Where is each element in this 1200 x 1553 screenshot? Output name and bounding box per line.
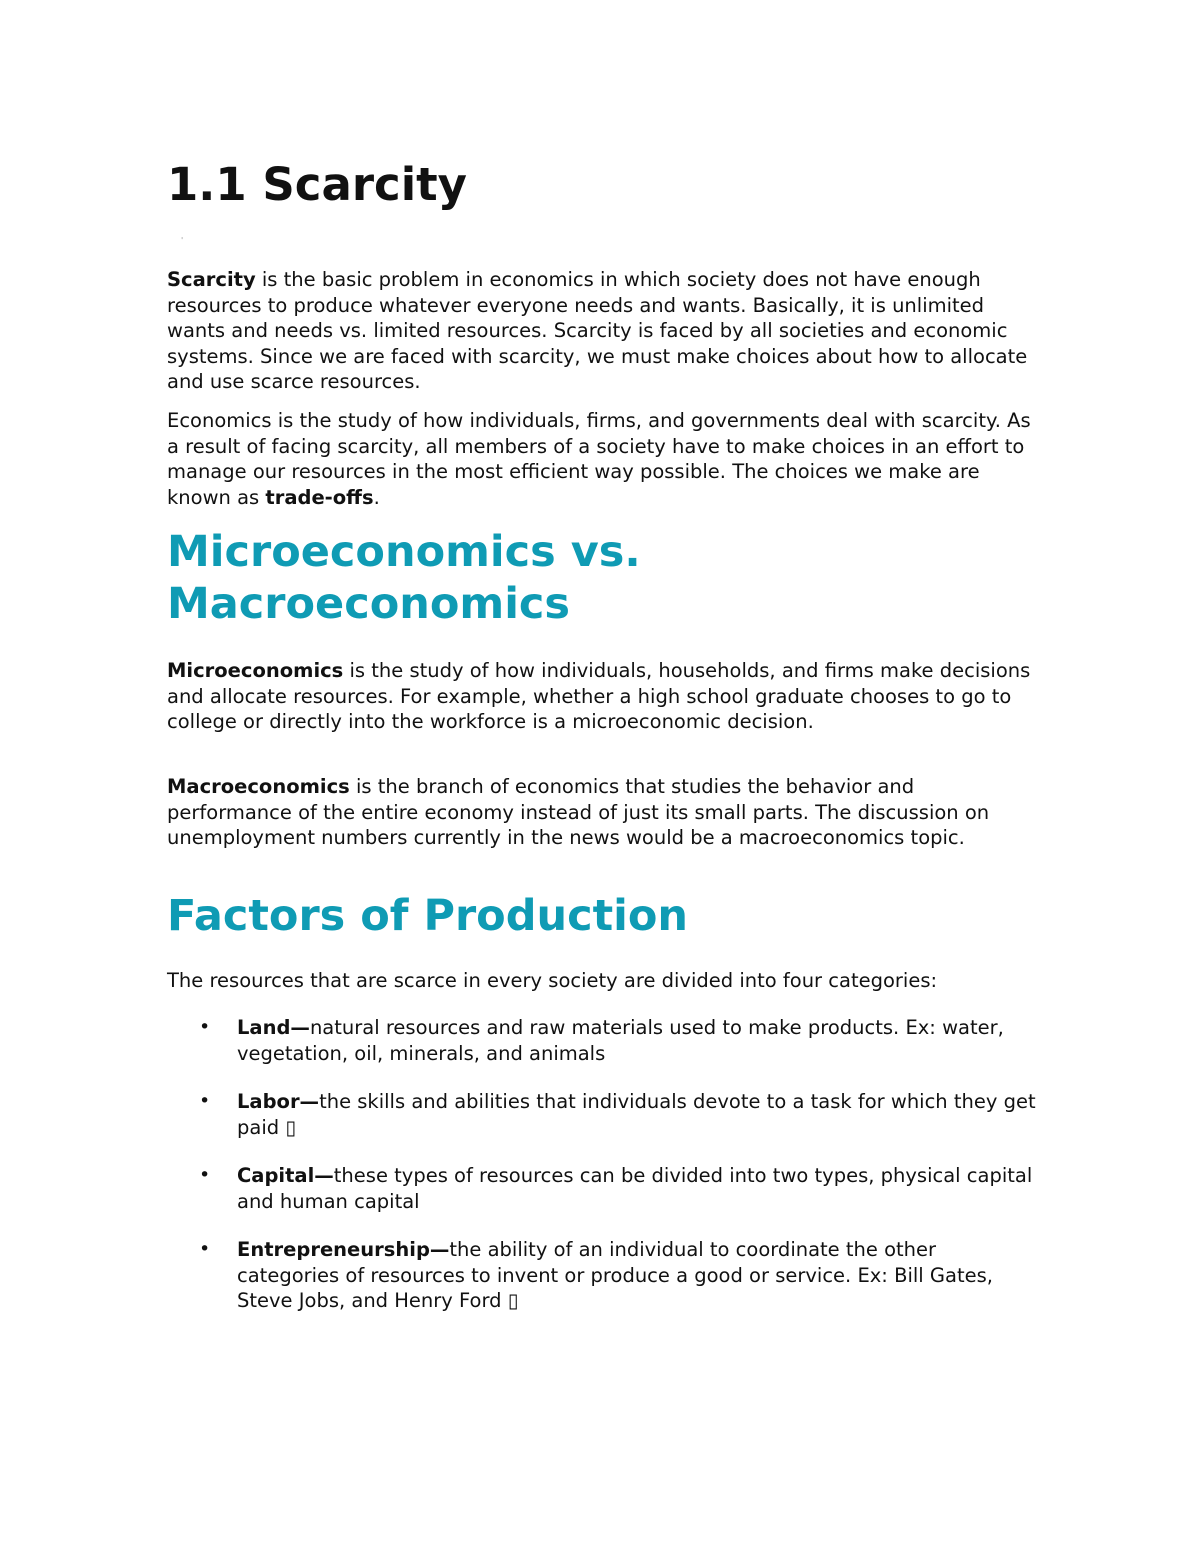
scarcity-paragraph-2: Economics is the study of how individuals, firms, and governments deal with scarcity. As a result of facing scarcity, all members of a society have to make choices in an effort to manage our resources in the most efficient way possible. The choices we make are known as trade-offs.	[167, 409, 1031, 509]
factors-list	[167, 1015, 1037, 1337]
bullet-icon: •	[199, 1090, 211, 1112]
micro-macro-heading	[167, 526, 1037, 630]
macro-definition: is the branch of economics that studies the behavior and performance of the entire economy instead of just its small parts. The discussion on unemployment numbers currently in the news would be a macroeconomics topic.	[167, 775, 990, 849]
micro-term: Microeconomics	[167, 659, 344, 682]
factor-text: the skills and abilities that individuals devote to a task for which they get paid ▯	[237, 1090, 1036, 1139]
scarcity-term: Scarcity	[167, 268, 256, 291]
list-item	[167, 1089, 1037, 1140]
heading-line-2: Macroeconomics	[167, 579, 571, 629]
bullet-icon: •	[199, 1238, 211, 1260]
macro-term: Macroeconomics	[167, 775, 350, 798]
factor-text: the ability of an individual to coordinate the other categories of resources to invent or produce a good or service. Ex: Bill Gates, Steve Jobs, and Henry Ford ▯	[237, 1238, 993, 1312]
micro-paragraph	[167, 658, 1037, 735]
factor-text: these types of resources can be divided into two types, physical capital and human capital	[237, 1164, 1033, 1213]
list-item	[167, 1163, 1037, 1214]
macro-paragraph	[167, 774, 1037, 851]
tradeoffs-term: trade-offs	[265, 485, 374, 509]
bullet-icon: •	[199, 1164, 211, 1186]
factor-term: Capital—	[237, 1164, 334, 1187]
heading-line-1: Microeconomics vs.	[167, 527, 641, 577]
factor-term: Entrepreneurship—	[237, 1238, 450, 1261]
stray-mark: '	[181, 236, 184, 245]
micro-definition: is the study of how individuals, households, and firms make decisions and allocate resources. For example, whether a high school graduate chooses to go to college or directly into the workforce is a microeconomic decision.	[167, 659, 1031, 733]
factors-heading: Factors of Production	[167, 891, 689, 941]
economics-definition: Economics is the study of how individuals, firms, and governments deal with scarcity. As a result of facing scarcity, all members of a society have to make choices in an effort to manage our resources in the most efficient way possible. The choices we make are known as	[167, 409, 1031, 509]
factor-text: natural resources and raw materials used to make products. Ex: water, vegetation, oil, minerals, and animals	[237, 1016, 1004, 1065]
bullet-icon: •	[199, 1016, 211, 1038]
list-item	[167, 1015, 1037, 1066]
factor-term: Labor—	[237, 1090, 320, 1113]
factors-heading-block	[167, 890, 1037, 942]
factor-term: Land—	[237, 1016, 310, 1039]
page-title: 1.1 Scarcity	[167, 158, 467, 211]
scarcity-paragraph-1	[167, 267, 1037, 395]
factors-intro: The resources that are scarce in every society are divided into four categories:	[167, 969, 938, 992]
list-item	[167, 1237, 1037, 1314]
scarcity-definition: is the basic problem in economics in which society does not have enough resources to produce whatever everyone needs and wants. Basically, it is unlimited wants and needs vs. limited resources. Scarcity is faced by all societies and economic systems. Since we are faced with scarcity, we must make choices about how to allocate and use scarce resources.	[167, 268, 1028, 393]
